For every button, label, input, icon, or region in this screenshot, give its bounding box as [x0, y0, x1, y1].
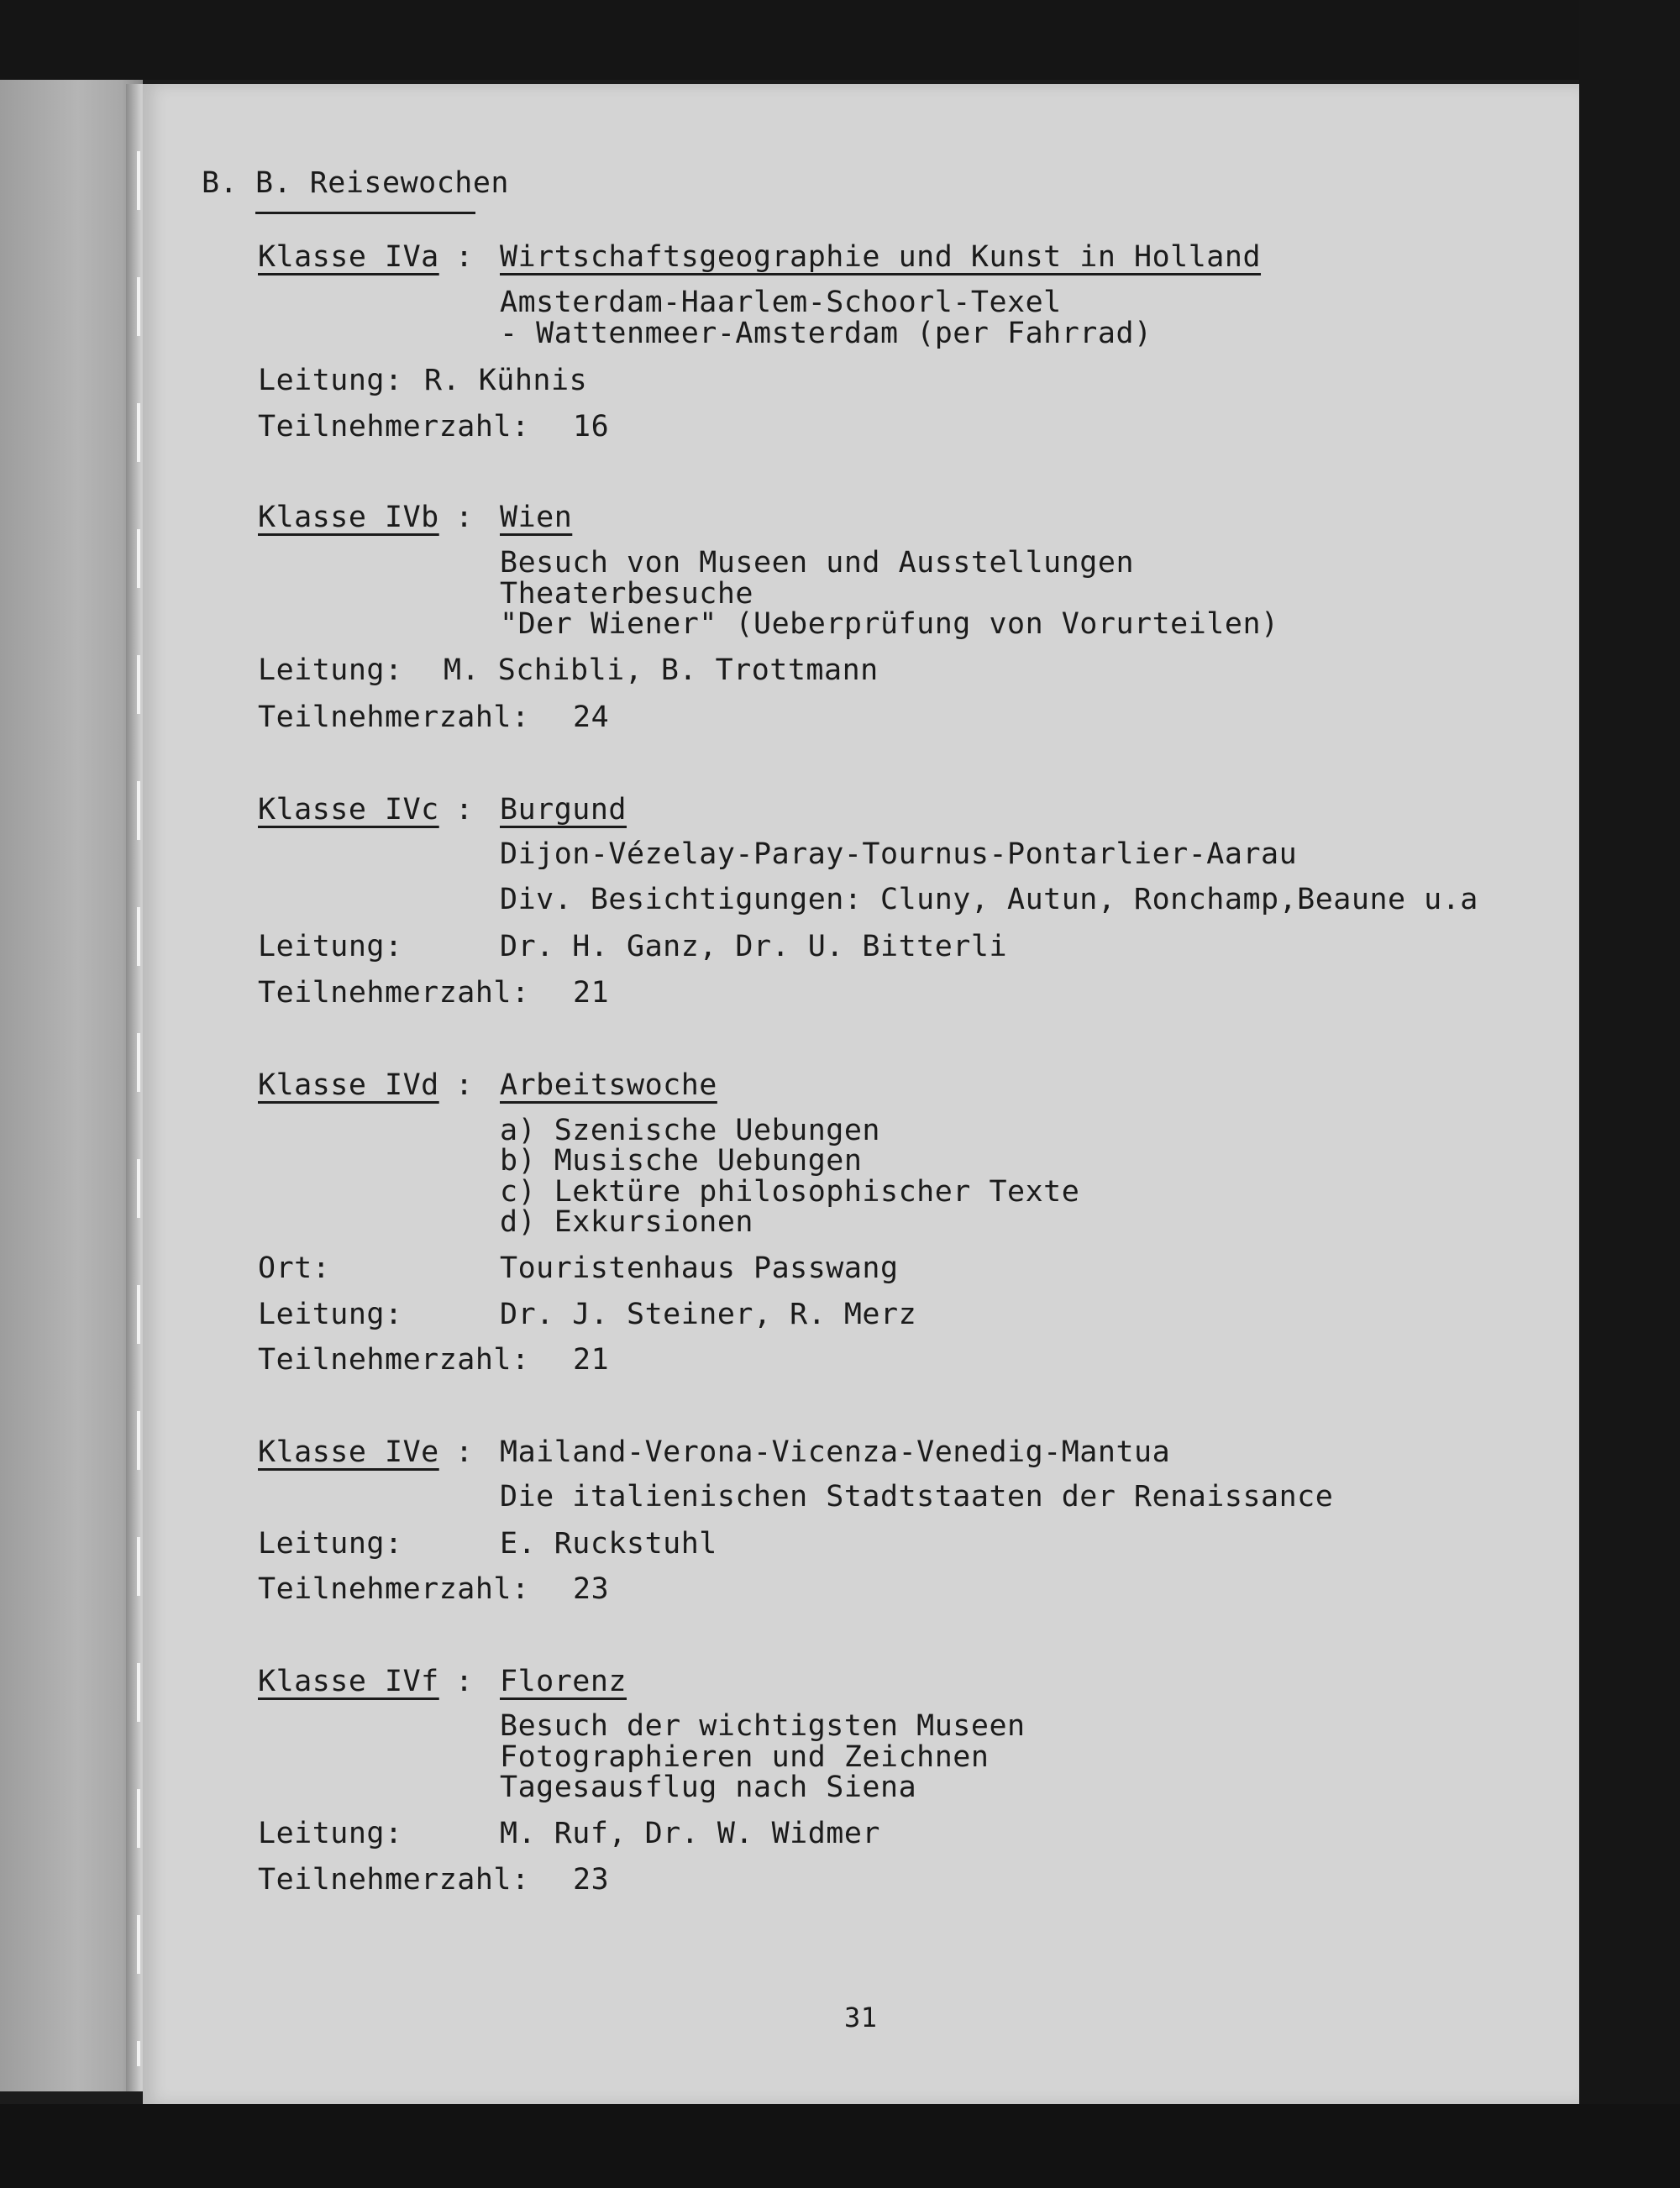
- trip-detail: Amsterdam-Haarlem-Schoorl-Texel: [500, 286, 1062, 319]
- document-page: [143, 84, 1579, 2104]
- trip-detail: Tagesausflug nach Siena: [500, 1771, 917, 1804]
- section-letter: B.: [202, 166, 256, 200]
- leitung-label: Leitung:: [258, 1817, 403, 1850]
- leitung-value: E. Ruckstuhl: [500, 1527, 717, 1561]
- trip-detail: d) Exkursionen: [500, 1205, 754, 1239]
- leitung-label: Leitung:: [258, 930, 403, 963]
- class-colon: :: [455, 501, 474, 534]
- trip-detail: Div. Besichtigungen: Cluny, Autun, Ronchamp,Beaune u.a: [500, 883, 1478, 916]
- trip-detail: b) Musische Uebungen: [500, 1144, 863, 1178]
- teilnehmer-value: 23: [573, 1572, 610, 1606]
- leitung-value: M. Ruf, Dr. W. Widmer: [500, 1817, 881, 1850]
- class-label: Klasse IVb: [258, 501, 439, 534]
- scan-background-bottom: [0, 2104, 1680, 2188]
- class-colon: :: [455, 1665, 474, 1698]
- class-label: Klasse IVd: [258, 1068, 439, 1102]
- section-heading: B. Reisewochen: [255, 166, 510, 200]
- teilnehmer-value: 24: [573, 700, 610, 734]
- teilnehmer-label: Teilnehmerzahl:: [258, 976, 530, 1010]
- section-heading-underline: [255, 212, 475, 214]
- trip-detail: a) Szenische Uebungen: [500, 1114, 881, 1147]
- trip-title: Mailand-Verona-Vicenza-Venedig-Mantua: [500, 1435, 1171, 1469]
- trip-detail: c) Lektüre philosophischer Texte: [500, 1175, 1080, 1209]
- trip-detail: Fotographieren und Zeichnen: [500, 1740, 990, 1774]
- teilnehmer-value: 16: [573, 410, 610, 443]
- ort-value: Touristenhaus Passwang: [500, 1251, 899, 1285]
- class-label: Klasse IVc: [258, 793, 439, 826]
- trip-detail: Dijon-Vézelay-Paray-Tournus-Pontarlier-Aarau: [500, 837, 1298, 871]
- class-label: Klasse IVf: [258, 1665, 439, 1698]
- teilnehmer-value: 21: [573, 1343, 610, 1377]
- trip-title: Wien: [500, 501, 573, 534]
- teilnehmer-label: Teilnehmerzahl:: [258, 700, 530, 734]
- binding-stitches: [137, 151, 140, 2066]
- leitung-value: Dr. H. Ganz, Dr. U. Bitterli: [500, 930, 1008, 963]
- leitung-value: Dr. J. Steiner, R. Merz: [500, 1298, 917, 1331]
- teilnehmer-label: Teilnehmerzahl:: [258, 1863, 530, 1897]
- leitung-label: Leitung:: [258, 1298, 403, 1331]
- class-colon: :: [455, 793, 474, 826]
- page-number: 31: [844, 2002, 878, 2033]
- ort-label: Ort:: [258, 1251, 331, 1285]
- leitung-label: Leitung:: [258, 364, 403, 397]
- class-label: Klasse IVe: [258, 1435, 439, 1469]
- trip-title: Florenz: [500, 1665, 627, 1698]
- class-colon: :: [455, 240, 474, 274]
- leitung-value: M. Schibli, B. Trottmann: [444, 653, 879, 687]
- trip-detail: - Wattenmeer-Amsterdam (per Fahrrad): [500, 317, 1152, 350]
- trip-title: Wirtschaftsgeographie und Kunst in Holland: [500, 240, 1262, 274]
- teilnehmer-label: Teilnehmerzahl:: [258, 1343, 530, 1377]
- scan-background-right: [1579, 0, 1680, 2188]
- trip-detail: Besuch der wichtigsten Museen: [500, 1709, 1026, 1743]
- trip-title: Arbeitswoche: [500, 1068, 717, 1102]
- class-colon: :: [455, 1068, 474, 1102]
- teilnehmer-label: Teilnehmerzahl:: [258, 1572, 530, 1606]
- class-label: Klasse IVa: [258, 240, 439, 274]
- facing-page-edge: [0, 80, 143, 2091]
- leitung-label: Leitung:: [258, 1527, 403, 1561]
- teilnehmer-value: 23: [573, 1863, 610, 1897]
- leitung-label: Leitung:: [258, 653, 403, 687]
- class-colon: :: [455, 1435, 474, 1469]
- leitung-value: R. Kühnis: [424, 364, 588, 397]
- trip-detail: "Der Wiener" (Ueberprüfung von Vorurteilen): [500, 607, 1279, 641]
- teilnehmer-value: 21: [573, 976, 610, 1010]
- trip-detail: Theaterbesuche: [500, 577, 754, 611]
- trip-detail: Die italienischen Stadtstaaten der Renaissance: [500, 1480, 1334, 1514]
- trip-detail: Besuch von Museen und Ausstellungen: [500, 546, 1135, 580]
- scan-background-top: [0, 0, 1680, 80]
- trip-title: Burgund: [500, 793, 627, 826]
- teilnehmer-label: Teilnehmerzahl:: [258, 410, 530, 443]
